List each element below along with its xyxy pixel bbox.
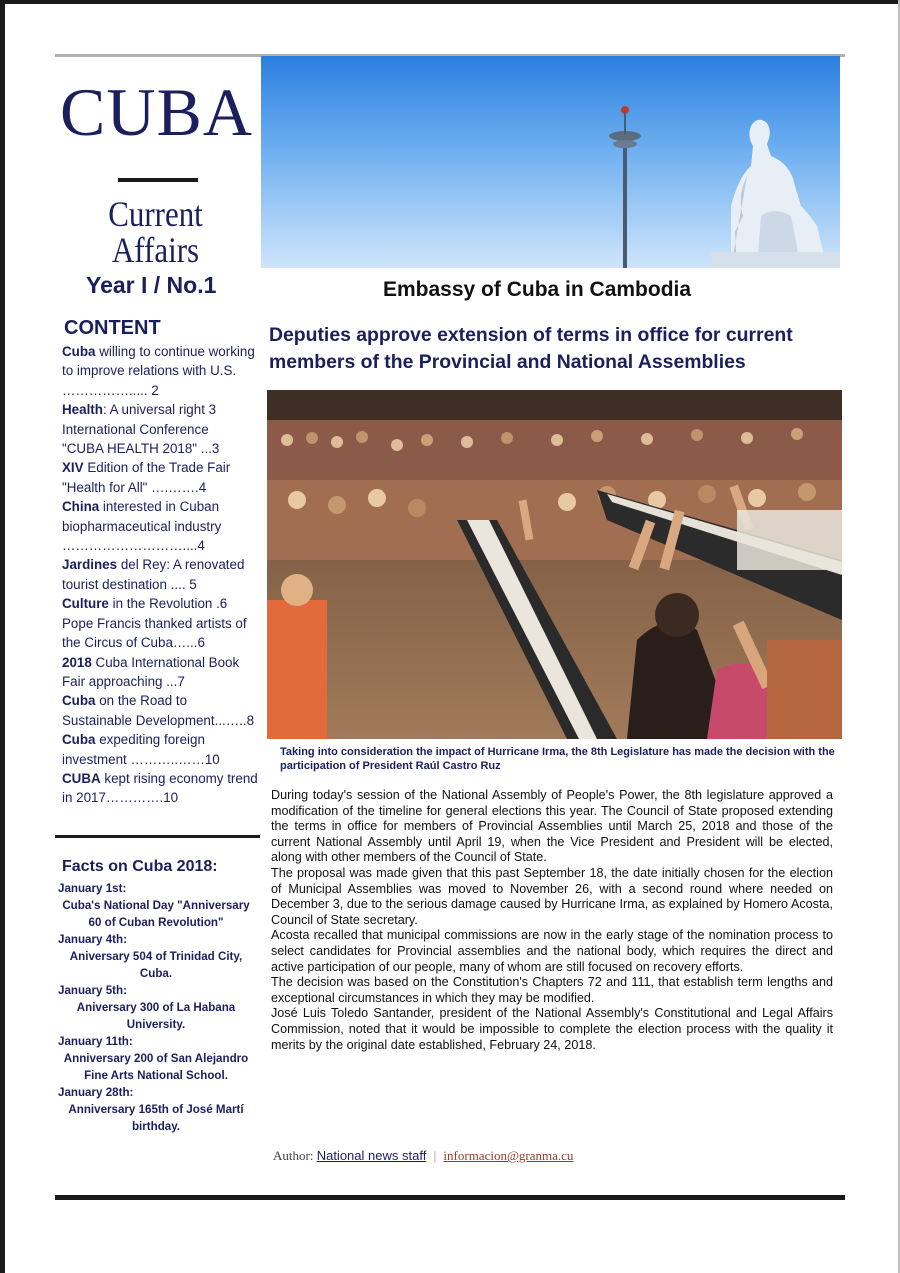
sidebar-divider	[55, 835, 260, 838]
article-paragraph: During today's session of the National Assembly of People's Power, the 8th legislature approved a modification of the timeline for general elections this year. The Council of State proposed extending the terms in office for members of Provincial Assemblies until March 25, 2018 and those of the current National Assembly until April 19, when the Vice President and President will be elected, along with other members of the Council of State.	[271, 788, 833, 865]
masthead-subtitle: Current Affairs	[108, 194, 203, 270]
toc-item: Cuba willing to continue working to improve relations with U.S. ……………..... 2	[62, 344, 255, 398]
toc-item: Cuba on the Road to Sustainable Development...…..8	[62, 693, 255, 728]
toc-item: Culture in the Revolution .6	[62, 596, 228, 612]
article-paragraph: The proposal was made given that this past September 18, the date initially chosen for the election of Municipal Assemblies was moved to November 26, with a second round where needed on December 3, due to the serious damage caused by Hurricane Irma, as explained by Homero Acosta, Council of State secretary.	[271, 865, 833, 927]
fact-date: January 1st:	[58, 882, 127, 895]
fact-event: Aniversary 300 of La Habana University.	[76, 1001, 236, 1031]
toc-heading: CONTENT	[64, 317, 161, 339]
toc-item: "CUBA HEALTH 2018" ...3	[62, 441, 220, 457]
author-name-link[interactable]: National news staff	[316, 1148, 427, 1163]
author-label: Author:	[273, 1148, 314, 1163]
fact-event: Aniversary 504 of Trinidad City, Cuba.	[69, 950, 243, 980]
issue-number: Year I / No.1	[86, 272, 217, 298]
toc-item: Cuba expediting foreign investment ………..……10	[62, 732, 220, 767]
assembly-illustration	[267, 390, 842, 739]
toc-item: China interested in Cuban biopharmaceutical industry ………………………....4	[62, 499, 222, 554]
toc-item: 2018 Cuba International Book Fair approaching ...7	[62, 654, 240, 689]
facts-list	[58, 880, 254, 1135]
fact-date: January 5th:	[58, 984, 127, 997]
header-photo	[261, 56, 840, 268]
fact-event: Cuba's National Day "Anniversary 60 of Cuban Revolution"	[62, 899, 250, 929]
toc-item: CUBA kept rising economy trend in 2017………….10	[62, 770, 258, 806]
facts-heading: Facts on Cuba 2018:	[62, 858, 218, 875]
masthead-divider	[118, 178, 198, 182]
article-paragraph: Acosta recalled that municipal commissions are now in the early stage of the nomination process to select candidates for Provincial assemblies and the national body, which requires the direct and active participation of our people, many of whom are still focused on recovery efforts.	[271, 928, 833, 974]
masthead-title: CUBA	[60, 74, 253, 150]
page-frame-left	[0, 0, 5, 1273]
article-paragraph: The decision was based on the Constitution's Chapters 72 and 111, that establish term lengths and exceptional circumstances in which they may be modified.	[271, 975, 833, 1005]
author-line	[273, 1148, 573, 1164]
author-email-link[interactable]: informacion@granma.cu	[443, 1148, 574, 1163]
toc-item: Health: A universal right 3	[62, 402, 217, 418]
assembly-photo	[267, 390, 842, 739]
article-paragraph: José Luis Toledo Santander, president of the National Assembly's Constitutional and Legal Affairs Commission, noted that it would be impossible to complete the election process with the quality it merits by the original date established, February 24, 2018.	[271, 1006, 833, 1052]
fact-event: Anniversary 165th of José Martí birthday.	[68, 1103, 244, 1133]
toc-item: Jardines del Rey: A renovated tourist destination .... 5	[62, 557, 245, 592]
fact-date: January 28th:	[58, 1086, 134, 1099]
toc-item: XIV Edition of the Trade Fair "Health for All" ….…….4	[62, 460, 231, 495]
article-body	[271, 788, 833, 1053]
footer-rule	[55, 1195, 845, 1200]
fact-date: January 4th:	[58, 933, 127, 946]
fact-event: Anniversary 200 of San Alejandro Fine Arts National School.	[63, 1052, 249, 1082]
monument-illustration	[261, 56, 840, 268]
page-frame-top	[0, 0, 900, 4]
toc-item: International Conference	[62, 421, 209, 437]
fact-date: January 11th:	[58, 1035, 133, 1048]
table-of-contents	[62, 342, 258, 808]
toc-item: Pope Francis thanked artists of the Circus of Cuba…...6	[62, 615, 247, 651]
article-headline: Deputies approve extension of terms in office for current members of the Provincial and National Assemblies	[269, 324, 793, 373]
author-separator: |	[433, 1148, 437, 1163]
embassy-heading: Embassy of Cuba in Cambodia	[383, 278, 692, 301]
photo-caption: Taking into consideration the impact of Hurricane Irma, the 8th Legislature has made the decision with the participation of President Raúl Castro Ruz	[280, 746, 835, 772]
